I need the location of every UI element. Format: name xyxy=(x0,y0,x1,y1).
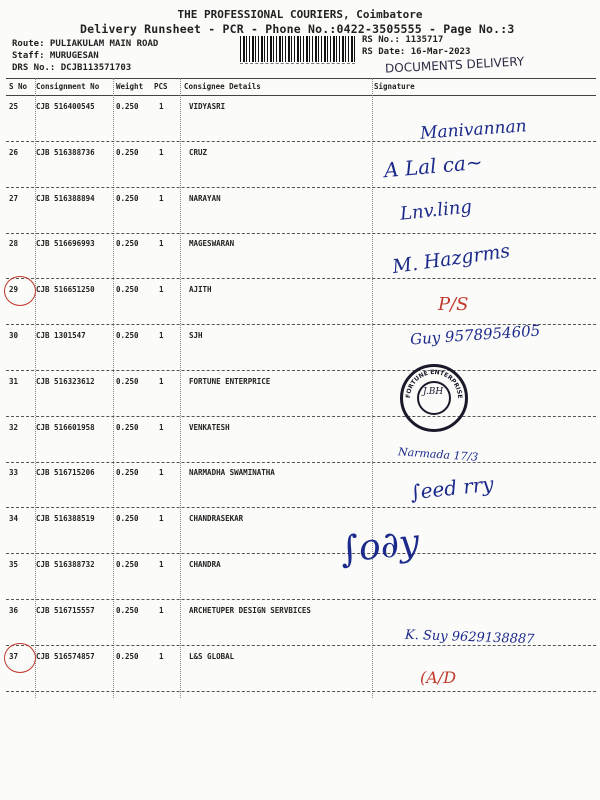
table-row xyxy=(6,188,596,234)
table-row xyxy=(6,279,596,325)
sno: 33 xyxy=(9,468,19,478)
signature-28: M. Hazgrms xyxy=(391,239,512,279)
rs-info xyxy=(362,34,470,58)
weight: 0.250 xyxy=(116,422,139,432)
sno: 37 xyxy=(9,651,19,661)
pcs: 1 xyxy=(159,560,164,569)
weight: 0.250 xyxy=(116,102,139,111)
consignee-name: MAGESWARAN xyxy=(189,239,235,249)
weight: 0.250 xyxy=(116,376,139,386)
pcs: 1 xyxy=(159,285,164,295)
table-header xyxy=(6,78,596,96)
sno: 27 xyxy=(9,193,19,203)
consignee-name: VIDYASRI xyxy=(189,102,226,111)
weight: 0.250 xyxy=(116,331,139,340)
signature-33: Narmada 17/3 xyxy=(397,445,479,464)
drs-number: DRS No.: DCJB113571703 xyxy=(12,63,132,73)
staff-label: Staff: MURUGESAN xyxy=(12,51,99,61)
col-sno: S No xyxy=(9,82,28,91)
svg-text:FORTUNE ENTERPRISE: FORTUNE ENTERPRISE xyxy=(404,368,464,399)
barcode-icon xyxy=(240,36,355,62)
table-row xyxy=(6,508,596,554)
consignment-number: CJB 516651250 xyxy=(36,285,95,295)
consignment-number: CJB 516323612 xyxy=(36,376,95,386)
sno: 25 xyxy=(9,102,19,111)
weight: 0.250 xyxy=(116,514,139,524)
weight: 0.250 xyxy=(116,560,139,569)
sno: 28 xyxy=(9,239,19,249)
rs-date: RS Date: 16-Mar-2023 xyxy=(362,47,471,57)
table-row xyxy=(6,554,596,600)
weight: 0.250 xyxy=(116,468,139,478)
seal-signature: J.BH xyxy=(423,387,444,397)
pcs: 1 xyxy=(159,331,164,340)
table-row xyxy=(6,368,596,417)
barcode-divider xyxy=(240,63,355,64)
documents-delivery-stamp: DOCUMENTS DELIVERY xyxy=(384,54,525,76)
pcs: 1 xyxy=(159,102,164,111)
pcs: 1 xyxy=(159,605,164,615)
signature-27: Lnv.ling xyxy=(399,196,473,225)
consignee-name: SJH xyxy=(189,331,203,340)
consignment-number: CJB 516715206 xyxy=(36,468,95,478)
runsheet-title: Delivery Runsheet - PCR - Phone No.:0422-3505555 - Page No.:3 xyxy=(80,22,515,36)
pcs: 1 xyxy=(159,514,164,524)
consignee-name: CHANDRASEKAR xyxy=(189,514,244,524)
sno: 26 xyxy=(9,147,19,157)
col-weight: Weight xyxy=(116,82,144,91)
sno: 32 xyxy=(9,422,19,432)
signature-29: P/S xyxy=(438,294,469,315)
route-info xyxy=(12,38,158,74)
consignment-number: CJB 516696993 xyxy=(36,239,95,249)
sno: 36 xyxy=(9,605,19,615)
sno: 31 xyxy=(9,376,19,386)
consignee-name: VENKATESH xyxy=(189,422,230,432)
company-title: THE PROFESSIONAL COURIERS, Coimbatore xyxy=(177,8,423,21)
red-circle-29 xyxy=(4,276,36,306)
red-circle-37 xyxy=(4,643,36,673)
signature-25: Manivannan xyxy=(419,116,528,144)
weight: 0.250 xyxy=(116,147,139,157)
pcs: 1 xyxy=(159,376,164,386)
pcs: 1 xyxy=(159,422,164,432)
consignment-number: CJB 516388894 xyxy=(36,193,95,203)
signature-33-scribble: ∫eed rry xyxy=(408,471,495,505)
consignment-number: CJB 516388736 xyxy=(36,147,95,157)
consignment-number: CJB 516388519 xyxy=(36,514,95,524)
consignment-number: CJB 516400545 xyxy=(36,102,95,111)
sno: 29 xyxy=(9,285,19,295)
col-consignment: Consignment No xyxy=(36,82,100,91)
consignment-number: CJB 516388732 xyxy=(36,560,95,569)
consignee-name: AJITH xyxy=(189,285,212,295)
weight: 0.250 xyxy=(116,285,139,295)
sno: 34 xyxy=(9,514,19,524)
consignment-number: CJB 516574857 xyxy=(36,651,95,661)
weight: 0.250 xyxy=(116,193,139,203)
red-annotation: (A/D xyxy=(420,668,457,687)
weight: 0.250 xyxy=(116,651,139,661)
col-signature: Signature xyxy=(374,82,415,91)
pcs: 1 xyxy=(159,147,164,157)
consignment-number: CJB 516715557 xyxy=(36,605,95,615)
consignee-name: ARCHETUPER DESIGN SERVBICES xyxy=(189,605,311,615)
sno: 30 xyxy=(9,331,19,340)
consignee-name: NARAYAN xyxy=(189,193,221,203)
signature-30: Guy 9578954605 xyxy=(409,321,541,349)
table-row xyxy=(6,646,596,692)
pcs: 1 xyxy=(159,193,164,203)
consignee-name: NARMADHA SWAMINATHA xyxy=(189,468,275,478)
sno: 35 xyxy=(9,560,19,569)
col-pcs: PCS xyxy=(154,82,168,91)
pcs: 1 xyxy=(159,468,164,478)
seal-text xyxy=(403,367,465,429)
consignee-name: CRUZ xyxy=(189,147,208,157)
route-label: Route: PULIAKULAM MAIN ROAD xyxy=(12,39,159,49)
table-row xyxy=(6,462,596,508)
signature-35-scribble: ∫o∂y xyxy=(338,521,422,572)
table-row xyxy=(6,417,596,463)
consignment-number: CJB 516601958 xyxy=(36,422,95,432)
signature-37: K. Suy 9629138887 xyxy=(404,627,535,648)
consignee-name: L&S GLOBAL xyxy=(189,651,235,661)
weight: 0.250 xyxy=(116,239,139,249)
company-seal-icon xyxy=(400,364,468,432)
col-consignee: Consignee Details xyxy=(184,82,261,91)
row-divider xyxy=(6,691,596,692)
signature-26: A Lal ca~ xyxy=(383,149,484,183)
consignment-number: CJB 1301547 xyxy=(36,331,86,340)
weight: 0.250 xyxy=(116,605,139,615)
table-row xyxy=(6,142,596,188)
pcs: 1 xyxy=(159,651,164,661)
consignee-name: CHANDRA xyxy=(189,560,221,569)
rs-number: RS No.: 1135717 xyxy=(362,35,444,45)
pcs: 1 xyxy=(159,239,164,249)
consignee-name: FORTUNE ENTERPRICE xyxy=(189,376,271,386)
